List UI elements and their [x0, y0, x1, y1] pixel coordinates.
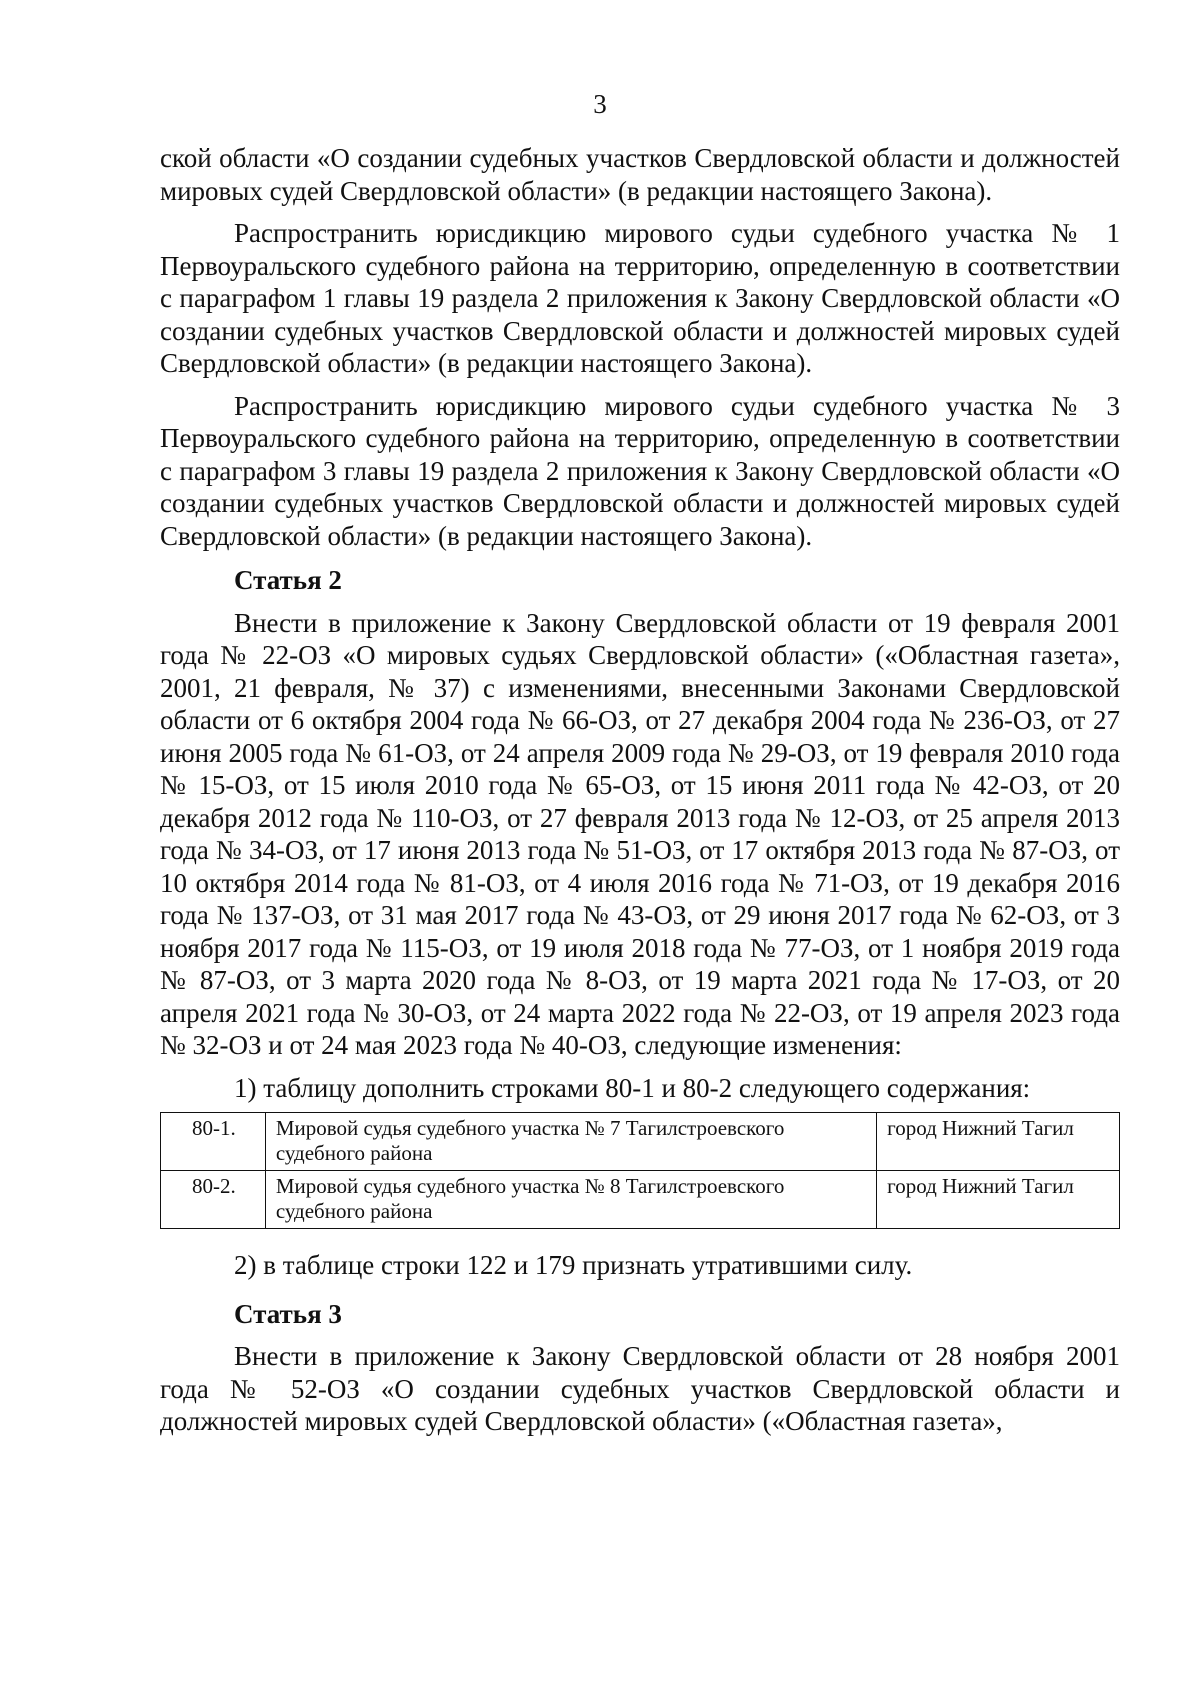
- table-cell-description: Мировой судья судебного участка № 8 Тагилстроевского судебного района: [265, 1171, 876, 1229]
- paragraph-jurisdiction-3: Распространить юрисдикцию мирового судьи судебного участка № 3 Первоуральского судебного района на территорию, определенную в соответствии с параграфом 3 главы 19 раздела 2 приложения к Закону Свердловской области «О создании судебных участков Свердловской области и должностей мировых судей Свердловской области» (в редакции настоящего Закона).: [160, 390, 1120, 551]
- table-cell-number: 80-2.: [161, 1171, 266, 1229]
- page-number: 3: [593, 89, 607, 119]
- article-3-heading: Статья 3: [234, 1298, 342, 1329]
- table-cell-place: город Нижний Тагил: [877, 1171, 1120, 1229]
- table-cell-number: 80-1.: [161, 1113, 266, 1171]
- table-cell-place: город Нижний Тагил: [877, 1113, 1120, 1171]
- table-cell-description: Мировой судья судебного участка № 7 Тагилстроевского судебного района: [265, 1113, 876, 1171]
- article-2-heading: Статья 2: [234, 565, 342, 595]
- table-row: [161, 1113, 1120, 1171]
- paragraph-continuation: ской области «О создании судебных участков Свердловской области и должностей мировых судей Свердловской области» (в редакции настоящего Закона).: [160, 143, 1120, 206]
- article-2-item-1: 1) таблицу дополнить строками 80-1 и 80-2 следующего содержания:: [234, 1072, 1031, 1103]
- article-2-item-2: 2) в таблице строки 122 и 179 признать утратившими силу.: [234, 1250, 913, 1280]
- document-body: [160, 142, 1120, 1438]
- amendment-table: [160, 1112, 1120, 1229]
- article-3-text: Внести в приложение к Закону Свердловской области от 28 ноября 2001 года № 52-ОЗ «О создании судебных участков Свердловской области и должностей мировых судей Свердловской области» («Областная газета»,: [160, 1341, 1120, 1436]
- article-2-text: Внести в приложение к Закону Свердловской области от 19 февраля 2001 года № 22-ОЗ «О мировых судьях Свердловской области» («Областная газета», 2001, 21 февраля, № 37) с изменениями, внесенными Законами Свердловской области от 6 октября 2004 года № 66-ОЗ, от 27 декабря 2004 года № 236-ОЗ, от 27 июня 2005 года № 61-ОЗ, от 24 апреля 2009 года № 29-ОЗ, от 19 февраля 2010 года № 15-ОЗ, от 15 июля 2010 года № 65-ОЗ, от 15 июня 2011 года № 42-ОЗ, от 20 декабря 2012 года № 110-ОЗ, от 27 февраля 2013 года № 12-ОЗ, от 25 апреля 2013 года № 34-ОЗ, от 17 июня 2013 года № 51-ОЗ, от 17 октября 2013 года № 87-ОЗ, от 10 октября 2014 года № 81-ОЗ, от 4 июля 2016 года № 71-ОЗ, от 19 декабря 2016 года № 137-ОЗ, от 31 мая 2017 года № 43-ОЗ, от 29 июня 2017 года № 62-ОЗ, от 3 ноября 2017 года № 115-ОЗ, от 19 июля 2018 года № 77-ОЗ, от 1 ноября 2019 года № 87-ОЗ, от 3 марта 2020 года № 8-ОЗ, от 19 марта 2021 года № 17-ОЗ, от 20 апреля 2021 года № 30-ОЗ, от 24 марта 2022 года № 22-ОЗ, от 19 апреля 2023 года № 32-ОЗ и от 24 мая 2023 года № 40-ОЗ, следующие изменения:: [160, 607, 1120, 1060]
- table-row: [161, 1171, 1120, 1229]
- paragraph-jurisdiction-1: Распространить юрисдикцию мирового судьи судебного участка № 1 Первоуральского судебного района на территорию, определенную в соответствии с параграфом 1 главы 19 раздела 2 приложения к Закону Свердловской области «О создании судебных участков Свердловской области и должностей мировых судей Свердловской области» (в редакции настоящего Закона).: [160, 218, 1120, 378]
